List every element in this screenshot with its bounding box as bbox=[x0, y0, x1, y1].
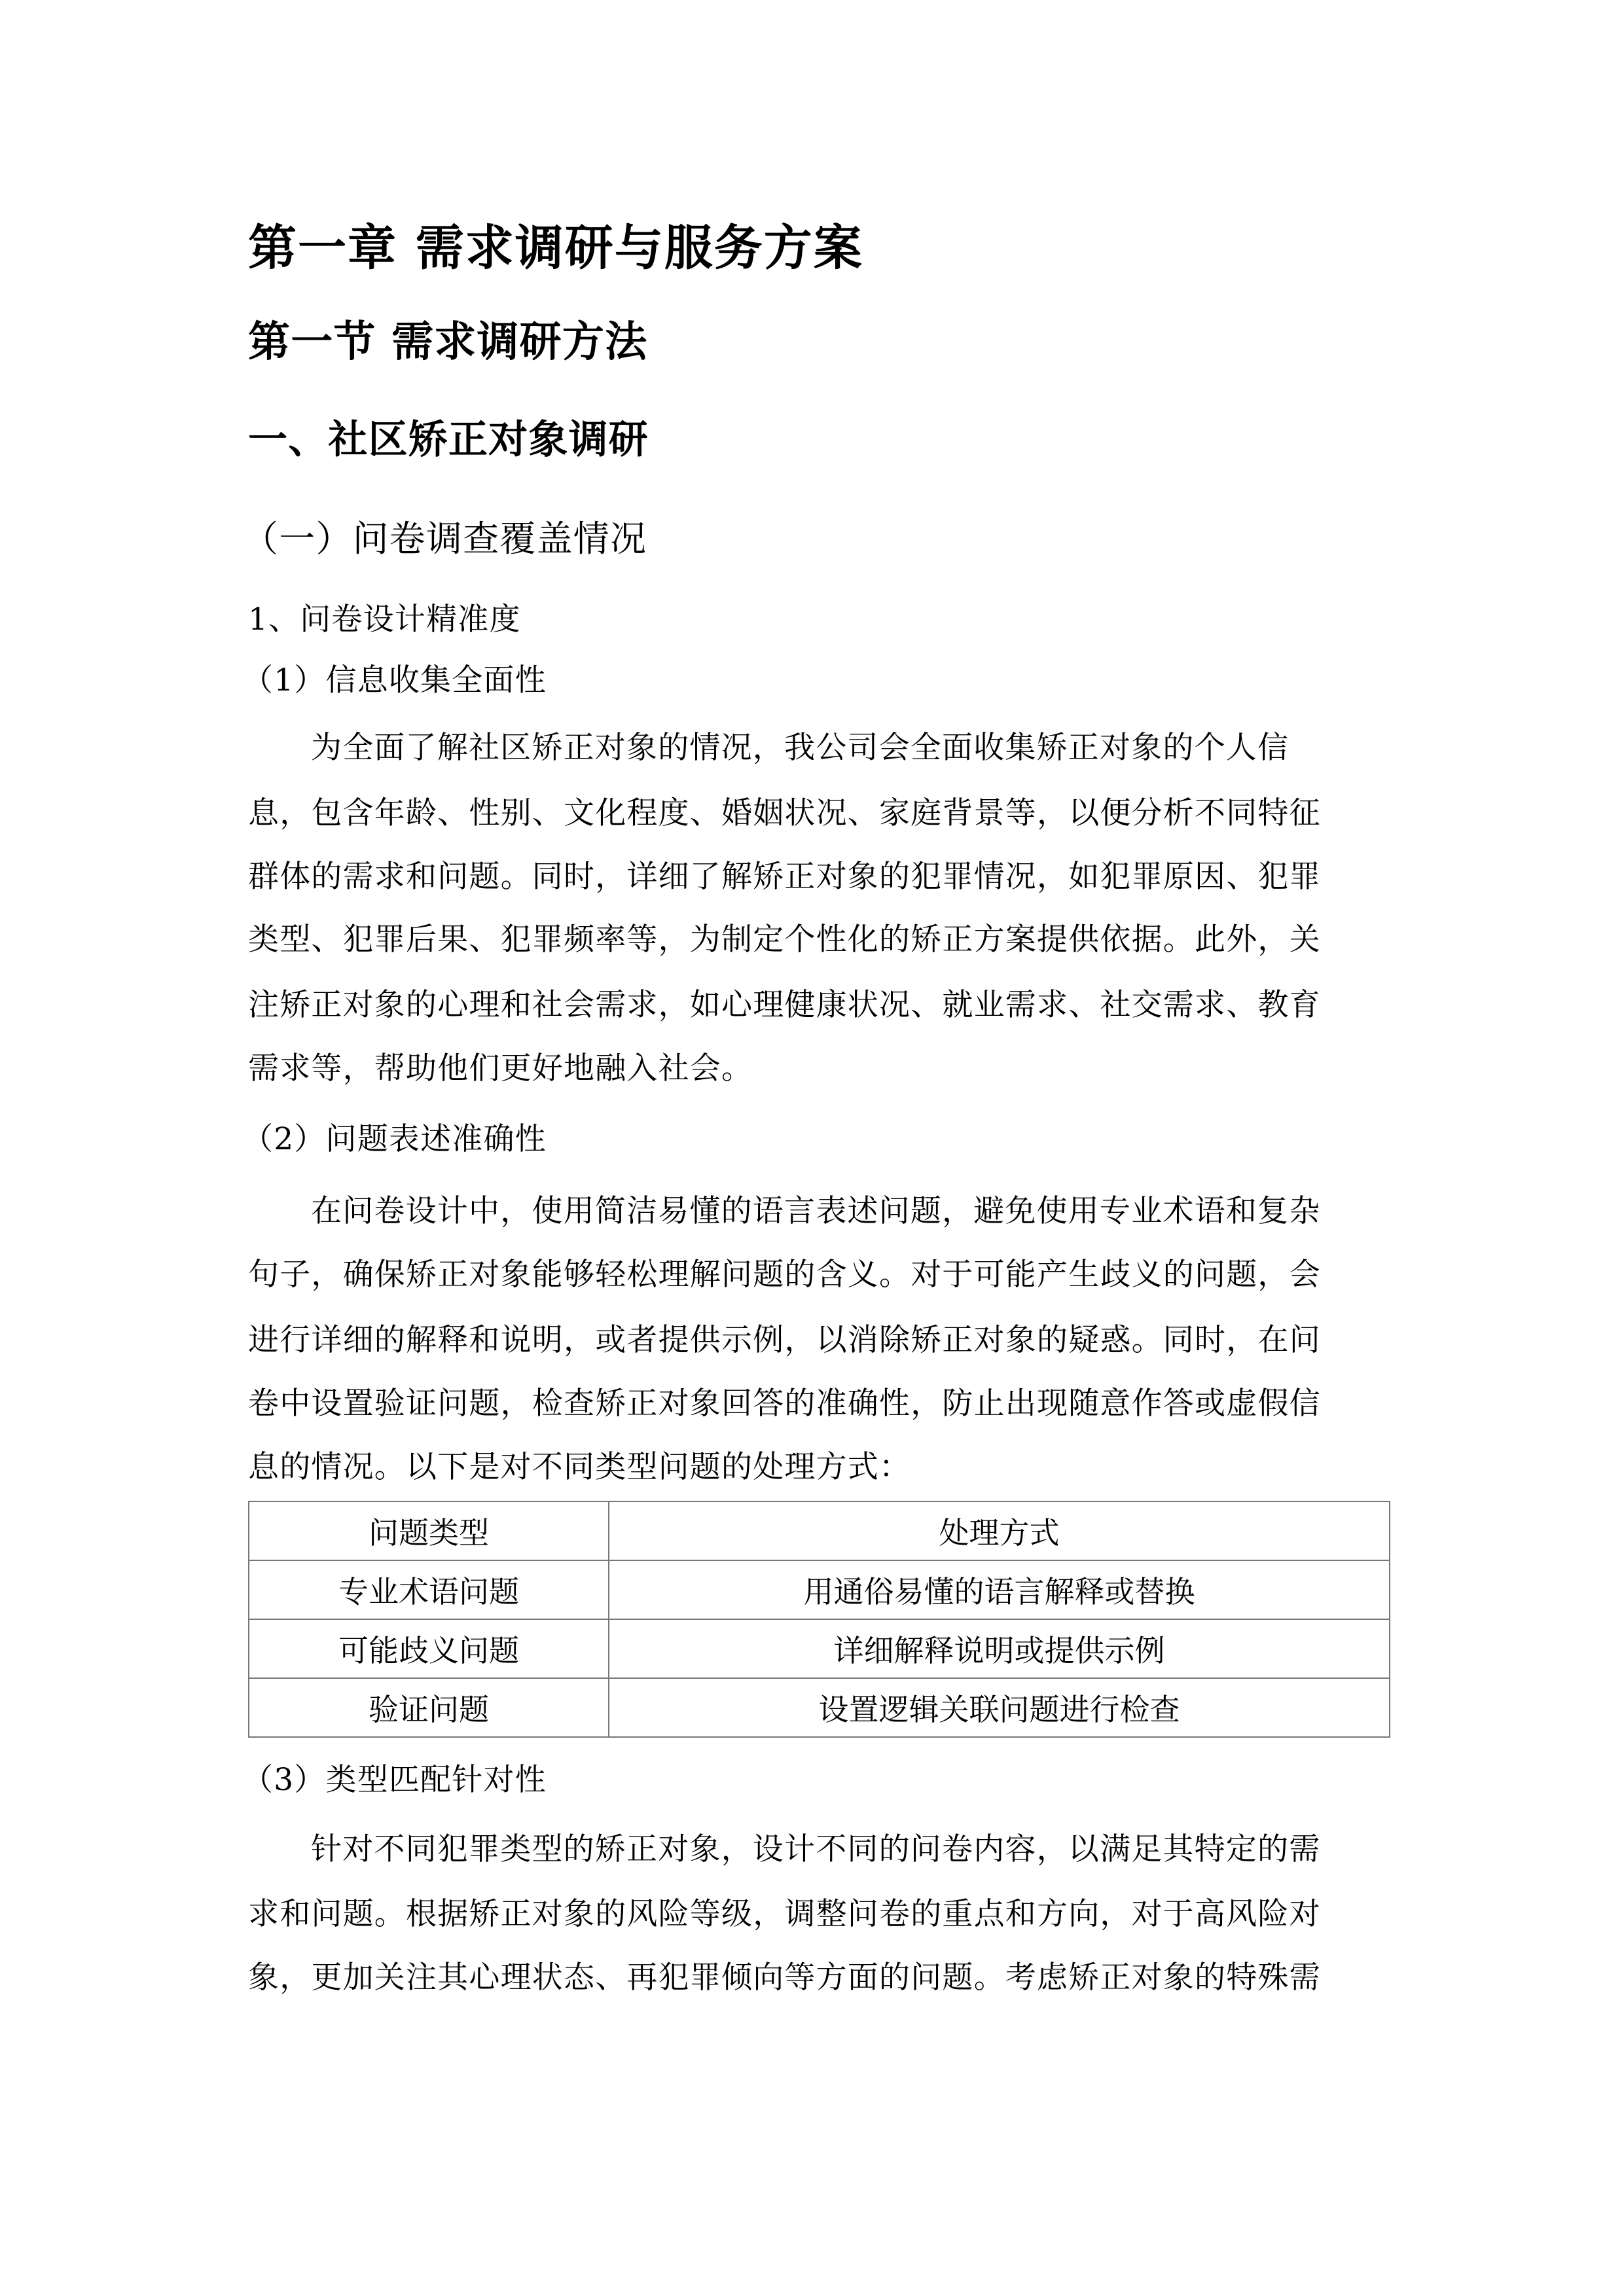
point-title: （1）信息收集全面性 bbox=[242, 662, 547, 698]
table-cell: 验证问题 bbox=[249, 1678, 609, 1737]
table-cell: 设置逻辑关联问题进行检查 bbox=[609, 1678, 1390, 1737]
table-cell: 用通俗易懂的语言解释或替换 bbox=[609, 1560, 1390, 1619]
table-row bbox=[249, 1560, 1390, 1619]
paragraph-line: 象，更加关注其心理状态、再犯罪倾向等方面的问题。考虑矫正对象的特殊需 bbox=[248, 1960, 1321, 1996]
table-row bbox=[249, 1678, 1390, 1737]
table-cell: 详细解释说明或提供示例 bbox=[609, 1619, 1390, 1678]
paragraph-line: 为全面了解社区矫正对象的情况，我公司会全面收集矫正对象的个人信 bbox=[311, 730, 1290, 766]
paragraph-line: 注矫正对象的心理和社会需求，如心理健康状况、就业需求、社交需求、教育 bbox=[248, 987, 1321, 1023]
paragraph-line: 求和问题。根据矫正对象的风险等级，调整问卷的重点和方向，对于高风险对 bbox=[248, 1896, 1321, 1932]
table-header-cell: 处理方式 bbox=[609, 1501, 1390, 1560]
table-cell: 可能歧义问题 bbox=[249, 1619, 609, 1678]
table-header-cell: 问题类型 bbox=[249, 1501, 609, 1560]
paragraph-line: 在问卷设计中，使用简洁易懂的语言表述问题，避免使用专业术语和复杂 bbox=[311, 1193, 1321, 1229]
paragraph-line: 息的情况。以下是对不同类型问题的处理方式： bbox=[248, 1449, 911, 1485]
table-header-row bbox=[249, 1501, 1390, 1560]
paragraph-line: 类型、犯罪后果、犯罪频率等，为制定个性化的矫正方案提供依据。此外，关 bbox=[248, 922, 1321, 958]
paragraph-line: 卷中设置验证问题，检查矫正对象回答的准确性，防止出现随意作答或虚假信 bbox=[248, 1386, 1321, 1422]
point-title: （3）类型匹配针对性 bbox=[242, 1762, 547, 1798]
paragraph-line: 息，包含年龄、性别、文化程度、婚姻状况、家庭背景等，以便分析不同特征 bbox=[248, 795, 1321, 831]
paragraph-line: 句子，确保矫正对象能够轻松理解问题的含义。对于可能产生歧义的问题，会 bbox=[248, 1257, 1321, 1293]
table-cell: 专业术语问题 bbox=[249, 1560, 609, 1619]
paragraph-line: 群体的需求和问题。同时，详细了解矫正对象的犯罪情况，如犯罪原因、犯罪 bbox=[248, 859, 1321, 895]
section-title: 第一节 需求调研方法 bbox=[248, 317, 648, 367]
sub-subsection-title: （一）问卷调查覆盖情况 bbox=[242, 518, 647, 560]
table-row bbox=[249, 1619, 1390, 1678]
paragraph-line: 需求等，帮助他们更好地融入社会。 bbox=[248, 1050, 753, 1086]
paragraph-line: 针对不同犯罪类型的矫正对象，设计不同的问卷内容，以满足其特定的需 bbox=[311, 1831, 1321, 1867]
item-title: 1、问卷设计精准度 bbox=[248, 601, 521, 637]
chapter-title: 第一章 需求调研与服务方案 bbox=[248, 220, 863, 276]
subsection-title: 一、社区矫正对象调研 bbox=[248, 417, 649, 463]
point-title: （2）问题表述准确性 bbox=[242, 1121, 547, 1157]
question-handling-table bbox=[248, 1501, 1390, 1738]
paragraph-line: 进行详细的解释和说明，或者提供示例，以消除矫正对象的疑惑。同时，在问 bbox=[248, 1322, 1321, 1358]
